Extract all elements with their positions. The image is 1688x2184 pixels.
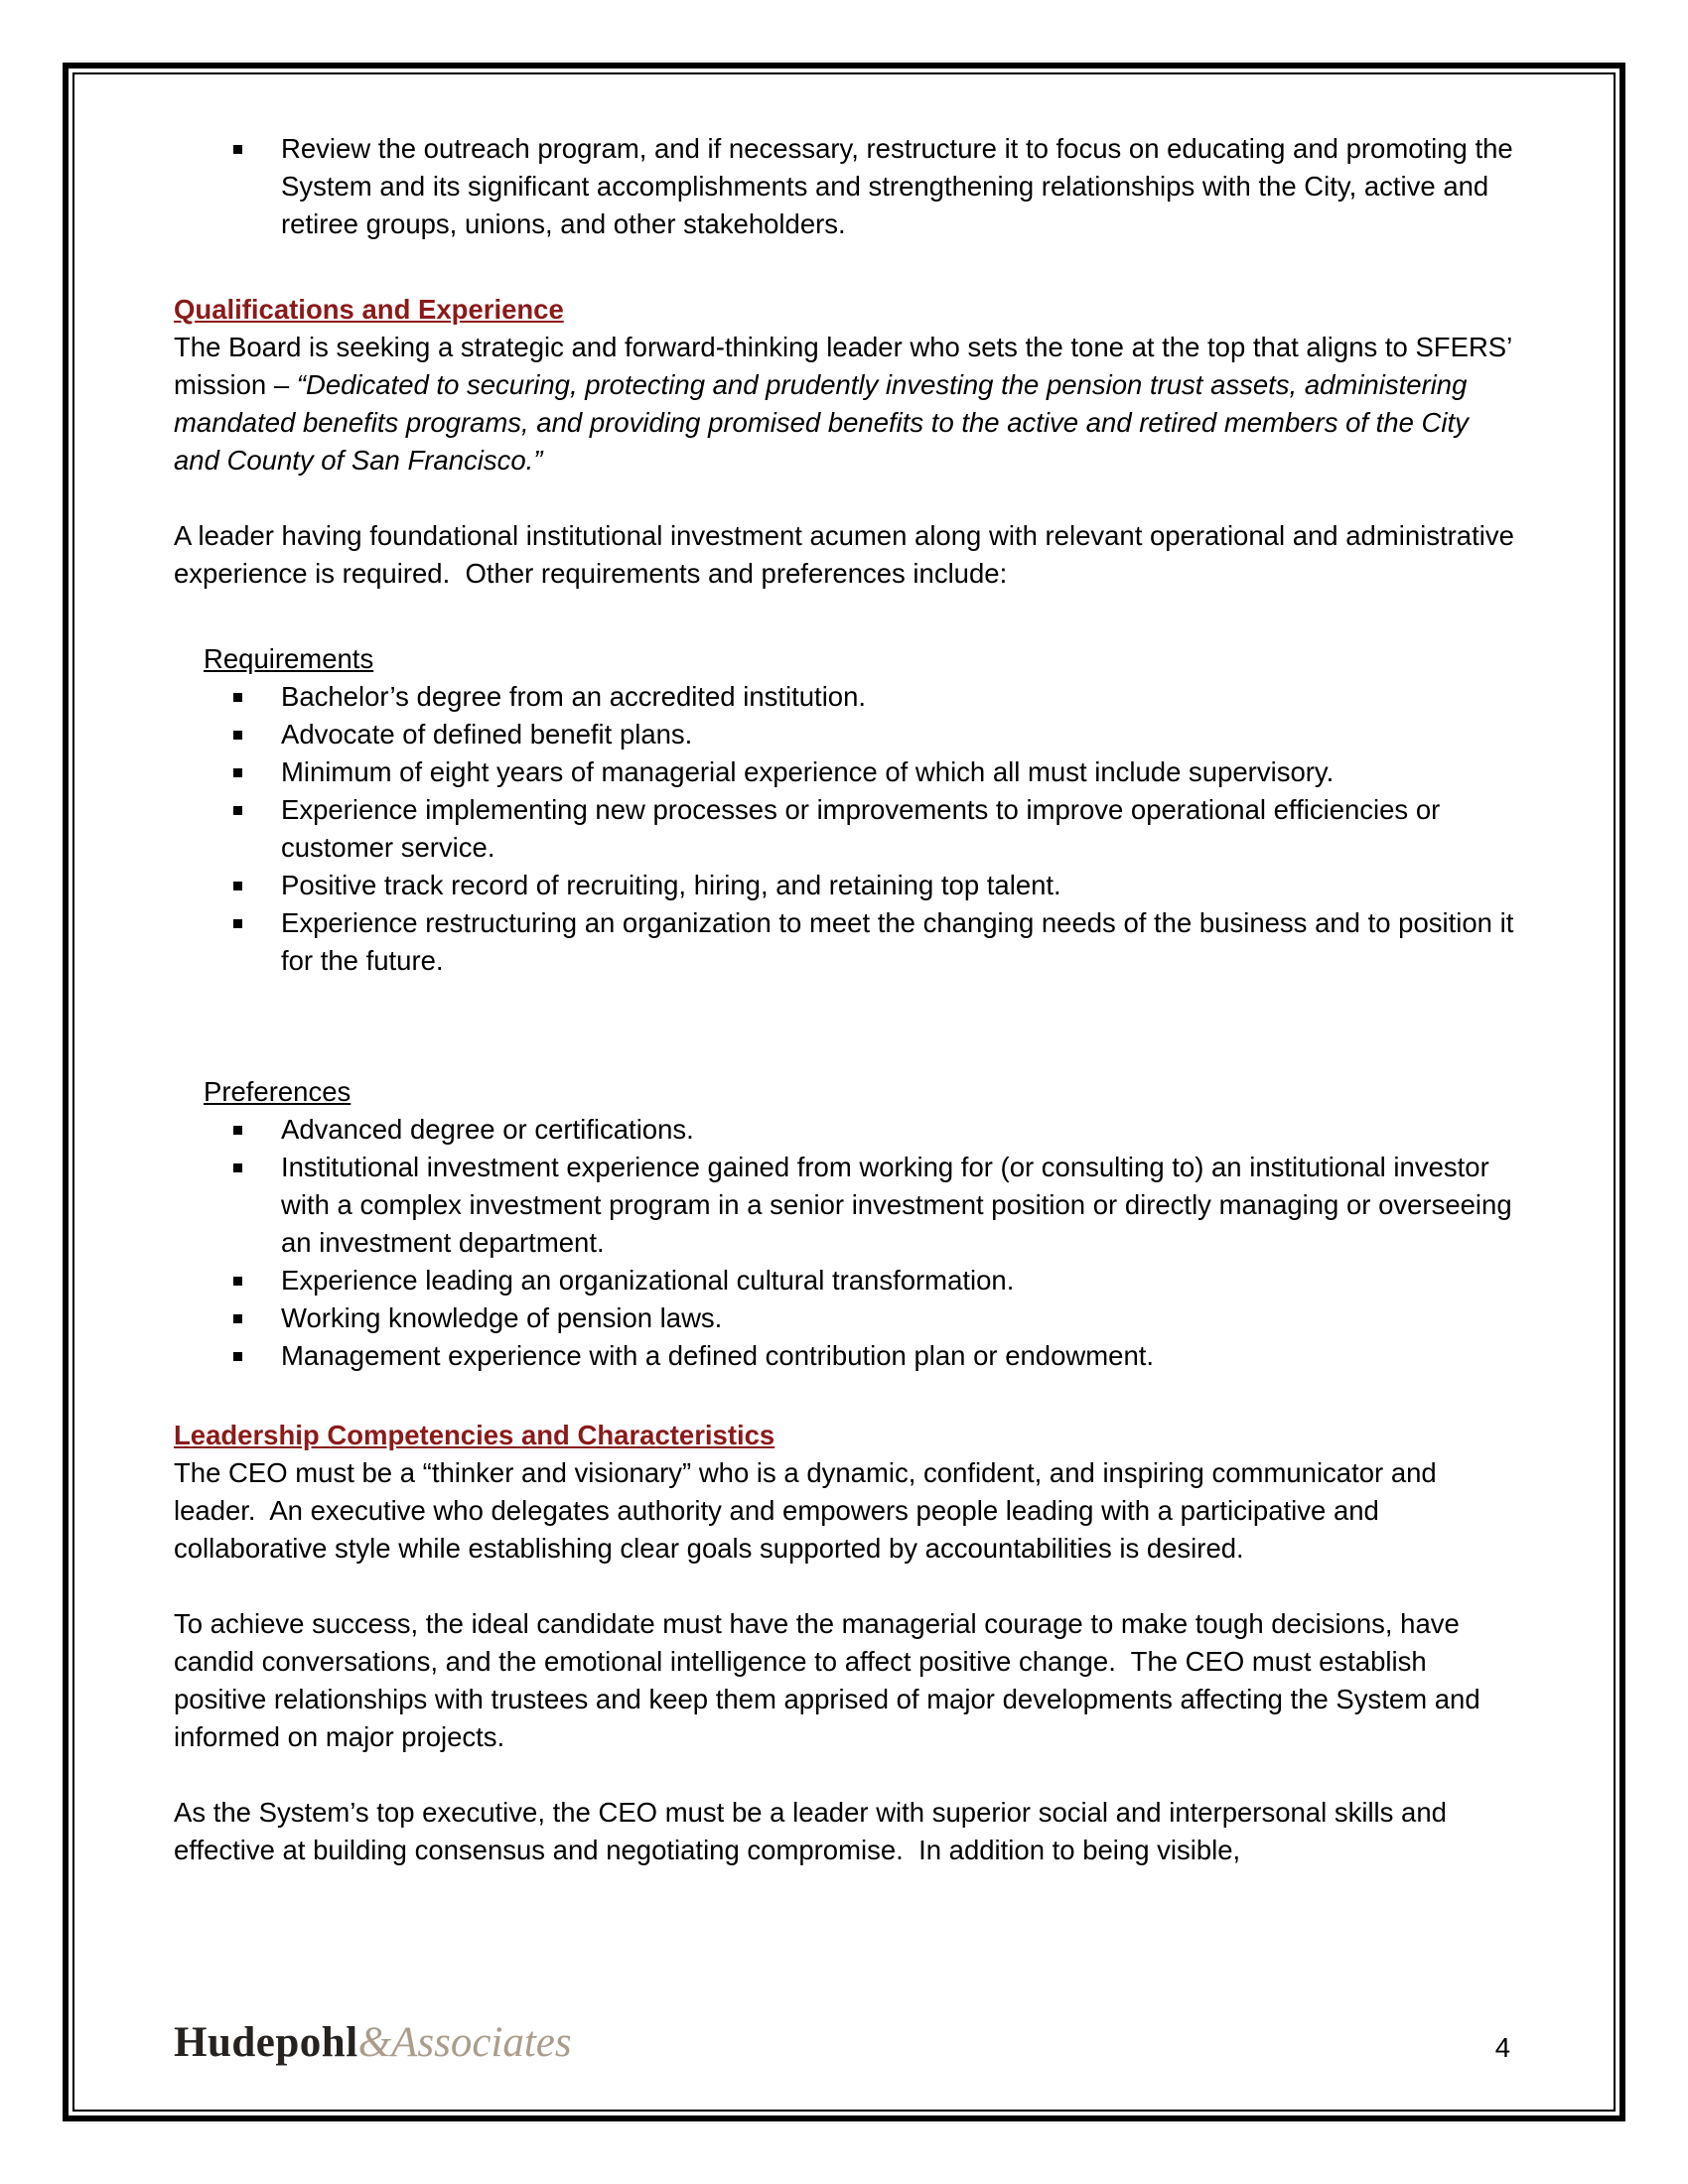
list-item-text: Experience restructuring an organization to meet the changing needs of the business and to position it for the future. — [281, 907, 1521, 976]
section-heading-qualifications: Qualifications and Experience — [174, 294, 564, 325]
list-item — [233, 791, 1516, 867]
bullet-square-icon — [233, 145, 242, 154]
list-item — [233, 904, 1521, 980]
list-item-text: Bachelor’s degree from an accredited institution. — [281, 681, 867, 712]
list-item — [233, 1299, 1516, 1337]
bullet-square-icon — [233, 1352, 242, 1361]
bullet-square-icon — [233, 1277, 242, 1286]
list-item — [233, 1262, 1516, 1299]
list-item — [233, 130, 1521, 243]
mission-quote: “Dedicated to securing, protecting and prudently investing the pension trust assets, administering mandated benefits programs, and providing promised benefits to the active and retired members of the City and County of San Francisco.” — [174, 369, 1477, 476]
section-heading-leadership: Leadership Competencies and Characteristics — [174, 1420, 775, 1450]
bullet-square-icon — [233, 731, 242, 740]
requirements-list — [233, 678, 1521, 980]
bullet-square-icon — [233, 693, 242, 702]
leadership-paragraph-3: As the System’s top executive, the CEO must be a leader with superior social and interpersonal skills and effective at building consensus and negotiating compromise. In addition to being visible, — [174, 1797, 1455, 1865]
bullet-square-icon — [233, 1163, 242, 1172]
list-item-text: Working knowledge of pension laws. — [281, 1302, 723, 1333]
sub-heading-preferences: Preferences — [204, 1076, 352, 1107]
page-border-inner — [72, 72, 1616, 2112]
list-item-text: Minimum of eight years of managerial experience of which all must include supervisory. — [281, 756, 1335, 787]
logo-secondary-text: &Associates — [357, 2019, 572, 2066]
page-border-outer — [63, 63, 1625, 2121]
intro-bullet-list — [233, 130, 1521, 243]
page-number: 4 — [1494, 2032, 1510, 2063]
page-content — [74, 74, 1614, 2110]
qualifications-second-paragraph: A leader having foundational institutional investment acumen along with relevant operational and administrative experience is required. Other requirements and preferences include: — [174, 520, 1522, 589]
qualifications-lead-paragraph — [174, 329, 1519, 479]
list-item-text: Advocate of defined benefit plans. — [281, 719, 693, 750]
leadership-paragraph-1: The CEO must be a “thinker and visionary” who is a dynamic, confident, and inspiring communicator and leader. An executive who delegates authority and empowers people leading with a participative and collaborative style while establishing clear goals supported by accountabilities is desired. — [174, 1457, 1445, 1564]
list-item-text: Experience implementing new processes or improvements to improve operational efficiencies or customer service. — [281, 794, 1448, 863]
list-item — [233, 1337, 1516, 1375]
list-item-text: Review the outreach program, and if necessary, restructure it to focus on educating and promoting the System and its significant accomplishments and strengthening relationships with the City, active and retiree groups, unions, and other stakeholders. — [281, 133, 1521, 239]
list-item-text: Institutional investment experience gained from working for (or consulting to) an institutional investor with a complex investment program in a senior investment position or directly managing or overseeing an investment department. — [281, 1152, 1520, 1258]
list-item-text: Management experience with a defined contribution plan or endowment. — [281, 1340, 1155, 1371]
bullet-square-icon — [233, 882, 242, 890]
company-logo — [174, 2021, 572, 2064]
bullet-square-icon — [233, 919, 242, 928]
list-item-text: Advanced degree or certifications. — [281, 1114, 694, 1145]
sub-heading-requirements: Requirements — [204, 643, 374, 674]
leadership-paragraph-2: To achieve success, the ideal candidate must have the managerial courage to make tough decisions, have candid conversations, and the emotional intelligence to affect positive change. The CEO must establish positive relationships with trustees and keep them apprised of major developments affecting the System and informed on major projects. — [174, 1608, 1488, 1752]
list-item — [233, 716, 1516, 753]
preferences-list — [233, 1111, 1520, 1375]
bullet-square-icon — [233, 1314, 242, 1323]
list-item-text: Positive track record of recruiting, hiring, and retaining top talent. — [281, 870, 1061, 900]
bullet-square-icon — [233, 806, 242, 815]
bullet-square-icon — [233, 768, 242, 777]
list-item — [233, 678, 1516, 716]
list-item — [233, 753, 1516, 791]
list-item — [233, 1111, 1516, 1149]
page-footer — [74, 2021, 1614, 2064]
list-item — [233, 867, 1516, 904]
list-item — [233, 1149, 1520, 1262]
bullet-square-icon — [233, 1126, 242, 1135]
lead-text: The Board is seeking a strategic and forward-thinking leader who sets the tone at the top that aligns to SFERS’ mission – — [174, 332, 1519, 400]
logo-primary-text: Hudepohl — [174, 2019, 358, 2066]
list-item-text: Experience leading an organizational cultural transformation. — [281, 1265, 1015, 1296]
